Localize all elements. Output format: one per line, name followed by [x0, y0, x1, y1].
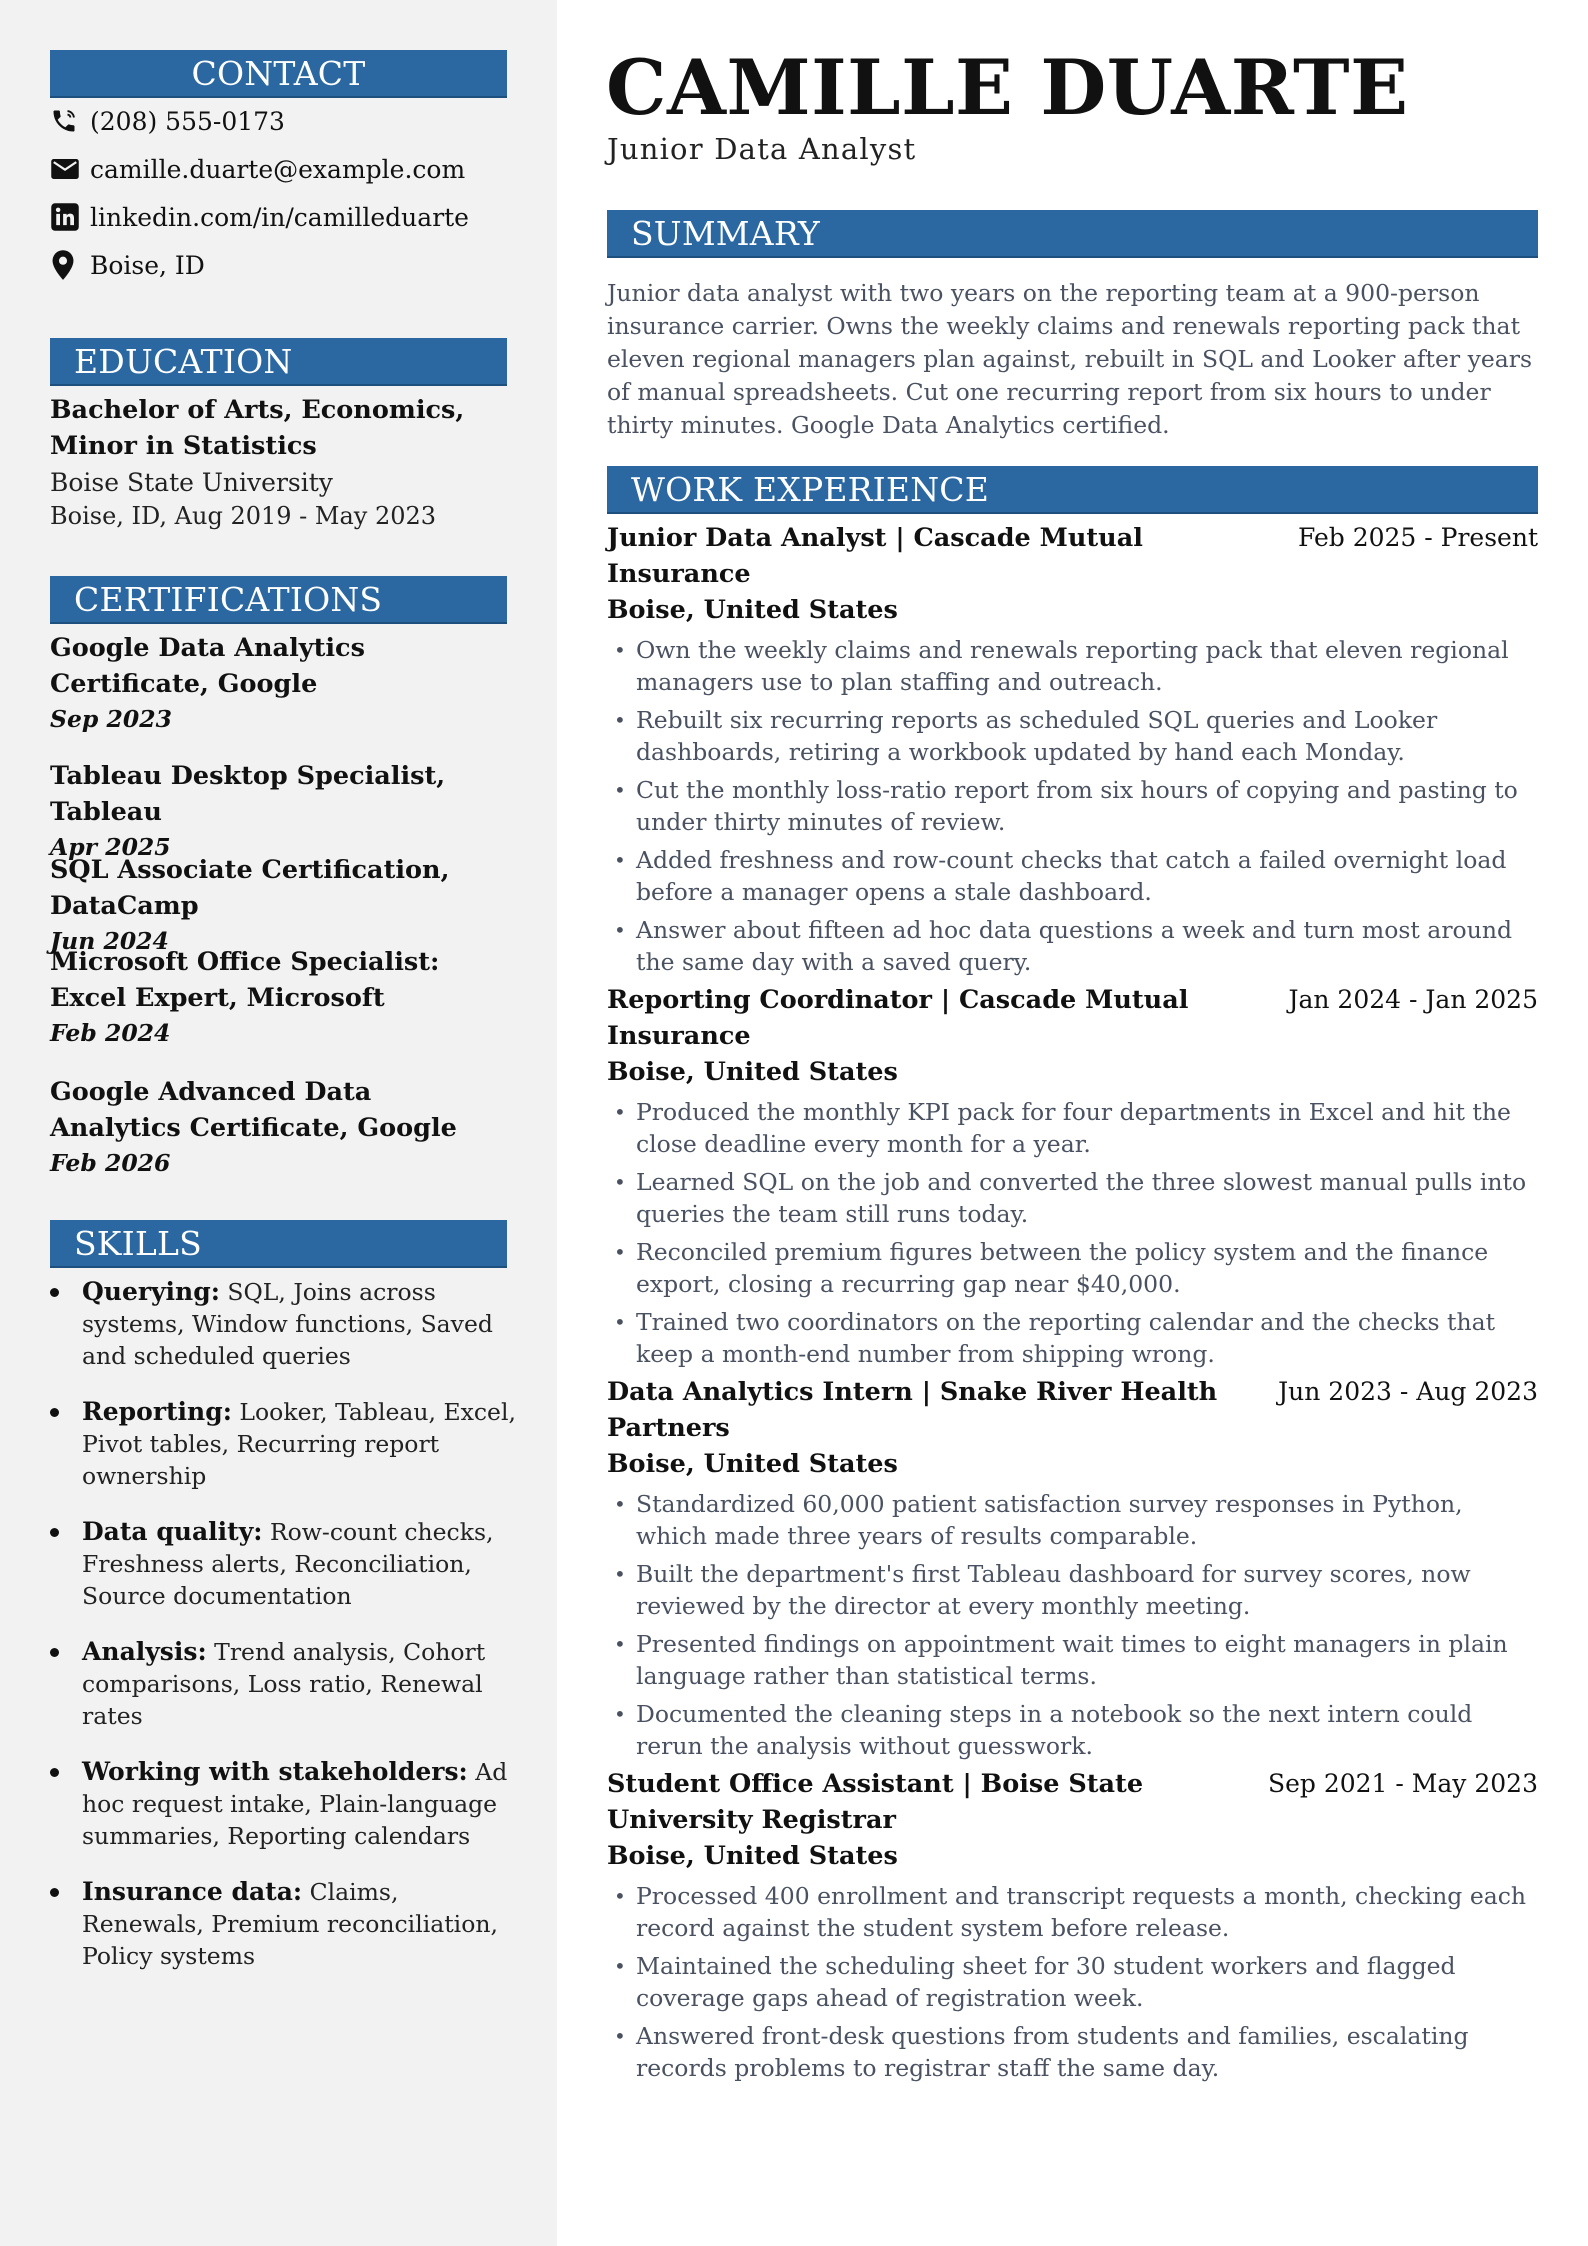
job-title: Data Analytics Intern | Snake River Health Partners: [607, 1377, 1218, 1443]
linkedin-text[interactable]: linkedin.com/in/camilleduarte: [90, 202, 469, 232]
contact-email[interactable]: [50, 152, 465, 186]
skill-values: Trend analysis, Cohort comparisons, Loss ratio, Renewal rates: [82, 1638, 486, 1730]
skill-values: Ad hoc request intake, Plain-language summaries, Reporting calendars: [82, 1758, 508, 1850]
job-entry: [607, 1766, 1538, 2090]
skills-heading: SKILLS: [50, 1220, 507, 1268]
skill-item: [50, 1876, 520, 1972]
certification-name: Google Data Analytics Certificate, Google: [50, 633, 365, 699]
education-school: Boise State University: [50, 468, 333, 497]
certifications-heading: CERTIFICATIONS: [50, 576, 507, 624]
job-dates: Feb 2025 - Present: [1297, 523, 1538, 552]
main-content: [557, 0, 1588, 2246]
job-bullet: • Reconciled premium figures between the policy system and the finance export, closing a recurring gap near $40,000.: [607, 1236, 1538, 1300]
job-dates: Jun 2023 - Aug 2023: [1278, 1377, 1538, 1406]
skill-values: Row-count checks, Freshness alerts, Reconciliation, Source documentation: [82, 1518, 494, 1610]
education-entry: [50, 392, 510, 533]
job-title: Student Office Assistant | Boise State University Registrar: [607, 1769, 1144, 1835]
job-bullets: [607, 1488, 1538, 1762]
skills-list: [50, 1276, 520, 1996]
job-bullets: [607, 634, 1538, 978]
job-bullet: • Standardized 60,000 patient satisfaction survey responses in Python, which made three years of results comparable.: [607, 1488, 1538, 1552]
job-bullet: • Rebuilt six recurring reports as scheduled SQL queries and Looker dashboards, retiring a workbook updated by hand each Monday.: [607, 704, 1538, 768]
email-icon: [50, 153, 82, 185]
summary-text: Junior data analyst with two years on the reporting team at a 900-person insurance carrier. Owns the weekly claims and renewals reporting pack that eleven regional managers plan against, rebuilt in SQL and Looker after years of manual spreadsheets. Cut one recurring report from six hours to under thirty minutes. Google Data Analytics certified.: [607, 279, 1533, 439]
job-entry: [607, 982, 1538, 1376]
certification-name: Tableau Desktop Specialist, Tableau: [50, 761, 446, 827]
job-dates: Jan 2024 - Jan 2025: [1288, 985, 1538, 1014]
job-bullet: • Answer about fifteen ad hoc data questions a week and turn most around the same day with a saved query.: [607, 914, 1538, 978]
phone-icon: [50, 105, 82, 137]
sidebar: [0, 0, 557, 2246]
certification-item: [50, 1074, 510, 1180]
job-bullet: • Processed 400 enrollment and transcript requests a month, checking each record against the student system before release.: [607, 1880, 1538, 1944]
job-bullet: • Cut the monthly loss-ratio report from six hours of copying and pasting to under thirty minutes of review.: [607, 774, 1538, 838]
contact-linkedin[interactable]: [50, 200, 469, 234]
job-bullet: • Produced the monthly KPI pack for four departments in Excel and hit the close deadline every month for a year.: [607, 1096, 1538, 1160]
certification-item: [50, 852, 510, 958]
certification-name: Microsoft Office Specialist: Excel Expert, Microsoft: [50, 947, 440, 1013]
skill-item: [50, 1516, 520, 1612]
job-entry: [607, 520, 1538, 984]
skill-values: Looker, Tableau, Excel, Pivot tables, Recurring report ownership: [82, 1398, 516, 1490]
job-bullet: • Maintained the scheduling sheet for 30 student workers and flagged coverage gaps ahead of registration week.: [607, 1950, 1538, 2014]
skill-item: [50, 1636, 520, 1732]
job-location: Boise, United States: [607, 1841, 898, 1871]
certification-date: Feb 2026: [50, 1149, 171, 1177]
skill-item: [50, 1276, 520, 1372]
education-details: Boise, ID, Aug 2019 - May 2023: [50, 502, 437, 530]
certification-name: SQL Associate Certification, DataCamp: [50, 855, 450, 921]
linkedin-icon: [50, 201, 82, 233]
job-bullet: • Built the department's first Tableau dashboard for survey scores, now reviewed by the director at every monthly meeting.: [607, 1558, 1538, 1622]
location-text: Boise, ID: [90, 250, 205, 280]
job-dates: Sep 2021 - May 2023: [1267, 1769, 1538, 1798]
skill-item: [50, 1396, 520, 1492]
certification-date: Apr 2025: [50, 833, 171, 861]
summary-heading: SUMMARY: [607, 210, 1538, 258]
candidate-role: Junior Data Analyst: [607, 132, 917, 166]
job-bullets: [607, 1880, 1538, 2084]
job-bullet: • Own the weekly claims and renewals reporting pack that eleven regional managers use to plan staffing and outreach.: [607, 634, 1538, 698]
job-bullet: • Added freshness and row-count checks that catch a failed overnight load before a manager opens a stale dashboard.: [607, 844, 1538, 908]
skill-category: Working with stakeholders:: [82, 1757, 468, 1786]
location-pin-icon: [50, 249, 82, 281]
job-location: Boise, United States: [607, 1057, 898, 1087]
phone-text: (208) 555-0173: [90, 106, 285, 136]
certification-name: Google Advanced Data Analytics Certificate, Google: [50, 1077, 457, 1143]
certification-item: [50, 630, 510, 736]
skill-category: Analysis:: [82, 1637, 207, 1666]
job-entry: [607, 1374, 1538, 1768]
skill-values: Claims, Renewals, Premium reconciliation, Policy systems: [82, 1878, 498, 1970]
certification-date: Sep 2023: [50, 705, 172, 733]
certification-date: Feb 2024: [50, 1019, 171, 1047]
job-title: Reporting Coordinator | Cascade Mutual Insurance: [607, 985, 1189, 1051]
contact-phone: [50, 104, 285, 138]
skill-category: Insurance data:: [82, 1877, 303, 1906]
experience-heading: WORK EXPERIENCE: [607, 466, 1538, 514]
certification-item: [50, 944, 510, 1050]
job-bullet: • Trained two coordinators on the reporting calendar and the checks that keep a month-end number from shipping wrong.: [607, 1306, 1538, 1370]
contact-location: [50, 248, 205, 282]
skill-category: Reporting:: [82, 1397, 232, 1426]
job-title: Junior Data Analyst | Cascade Mutual Insurance: [607, 523, 1143, 589]
job-bullet: • Learned SQL on the job and converted the three slowest manual pulls into queries the team still runs today.: [607, 1166, 1538, 1230]
education-heading: EDUCATION: [50, 338, 507, 386]
education-degree: Bachelor of Arts, Economics, Minor in Statistics: [50, 395, 465, 461]
certification-item: [50, 758, 510, 864]
job-location: Boise, United States: [607, 1449, 898, 1479]
skill-item: [50, 1756, 520, 1852]
job-location: Boise, United States: [607, 595, 898, 625]
job-bullets: [607, 1096, 1538, 1370]
job-bullet: • Documented the cleaning steps in a notebook so the next intern could rerun the analysis without guesswork.: [607, 1698, 1538, 1762]
skill-category: Data quality:: [82, 1517, 263, 1546]
job-bullet: • Presented findings on appointment wait times to eight managers in plain language rather than statistical terms.: [607, 1628, 1538, 1692]
certification-date: Jun 2024: [50, 927, 169, 955]
candidate-name: CAMILLE DUARTE: [606, 43, 1409, 132]
skill-values: SQL, Joins across systems, Window functions, Saved and scheduled queries: [82, 1278, 493, 1370]
skill-category: Querying:: [82, 1277, 220, 1306]
job-bullet: • Answered front-desk questions from students and families, escalating records problems to registrar staff the same day.: [607, 2020, 1538, 2084]
contact-heading: CONTACT: [50, 50, 507, 98]
email-text[interactable]: camille.duarte@example.com: [90, 154, 466, 184]
